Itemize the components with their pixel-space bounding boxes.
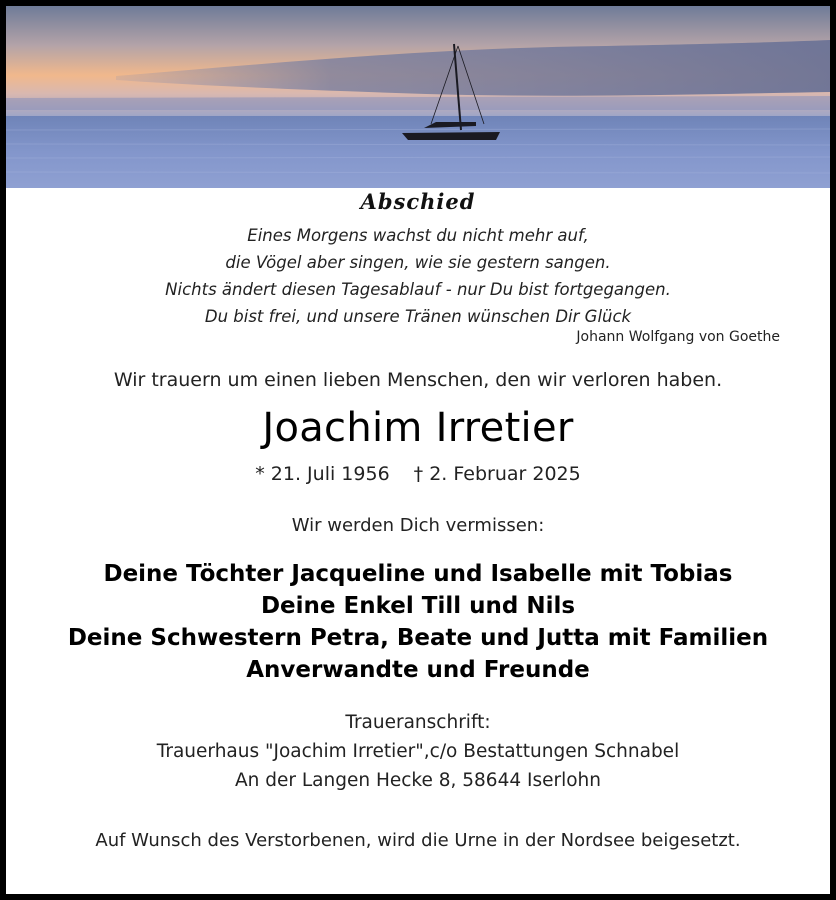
mourning-address [6, 708, 830, 795]
intro-text: Wir trauern um einen lieben Menschen, den wir verloren haben. [113, 369, 723, 391]
poem-line: die Vögel aber singen, wie sie gestern sangen. [225, 253, 611, 272]
miss-text: Wir werden Dich vermissen: [291, 515, 545, 536]
life-dates [6, 463, 830, 485]
poem-title: Abschied [360, 189, 476, 214]
mourner-line: Anverwandte und Freunde [246, 657, 590, 683]
address-line: Trauerhaus "Joachim Irretier",c/o Bestattungen Schnabel [156, 741, 680, 762]
sailboat-sunset-photo [6, 6, 830, 188]
poem-line: Eines Morgens wachst du nicht mehr auf, [247, 226, 589, 245]
death-date: † 2. Februar 2025 [413, 463, 581, 485]
poem-line: Du bist frei, und unsere Tränen wünschen Dir Glück [204, 307, 632, 326]
address-line: An der Langen Hecke 8, 58644 Iserlohn [234, 770, 601, 791]
mourner-line: Deine Töchter Jacqueline und Isabelle mit Tobias [103, 561, 733, 587]
mourners-list [6, 558, 830, 686]
poem-line: Nichts ändert diesen Tagesablauf - nur Du bist fortgegangen. [165, 280, 671, 299]
poem-text [6, 222, 830, 330]
deceased-name: Joachim Irretier [262, 405, 574, 451]
mourner-line: Deine Schwestern Petra, Beate und Jutta mit Familien [67, 625, 769, 651]
burial-note: Auf Wunsch des Verstorbenen, wird die Urne in der Nordsee beigesetzt. [95, 830, 741, 851]
birth-date: * 21. Juli 1956 [255, 463, 390, 485]
poem-author: Johann Wolfgang von Goethe [576, 329, 780, 345]
mourner-line: Deine Enkel Till und Nils [260, 593, 576, 619]
address-line: Traueranschrift: [345, 712, 491, 733]
